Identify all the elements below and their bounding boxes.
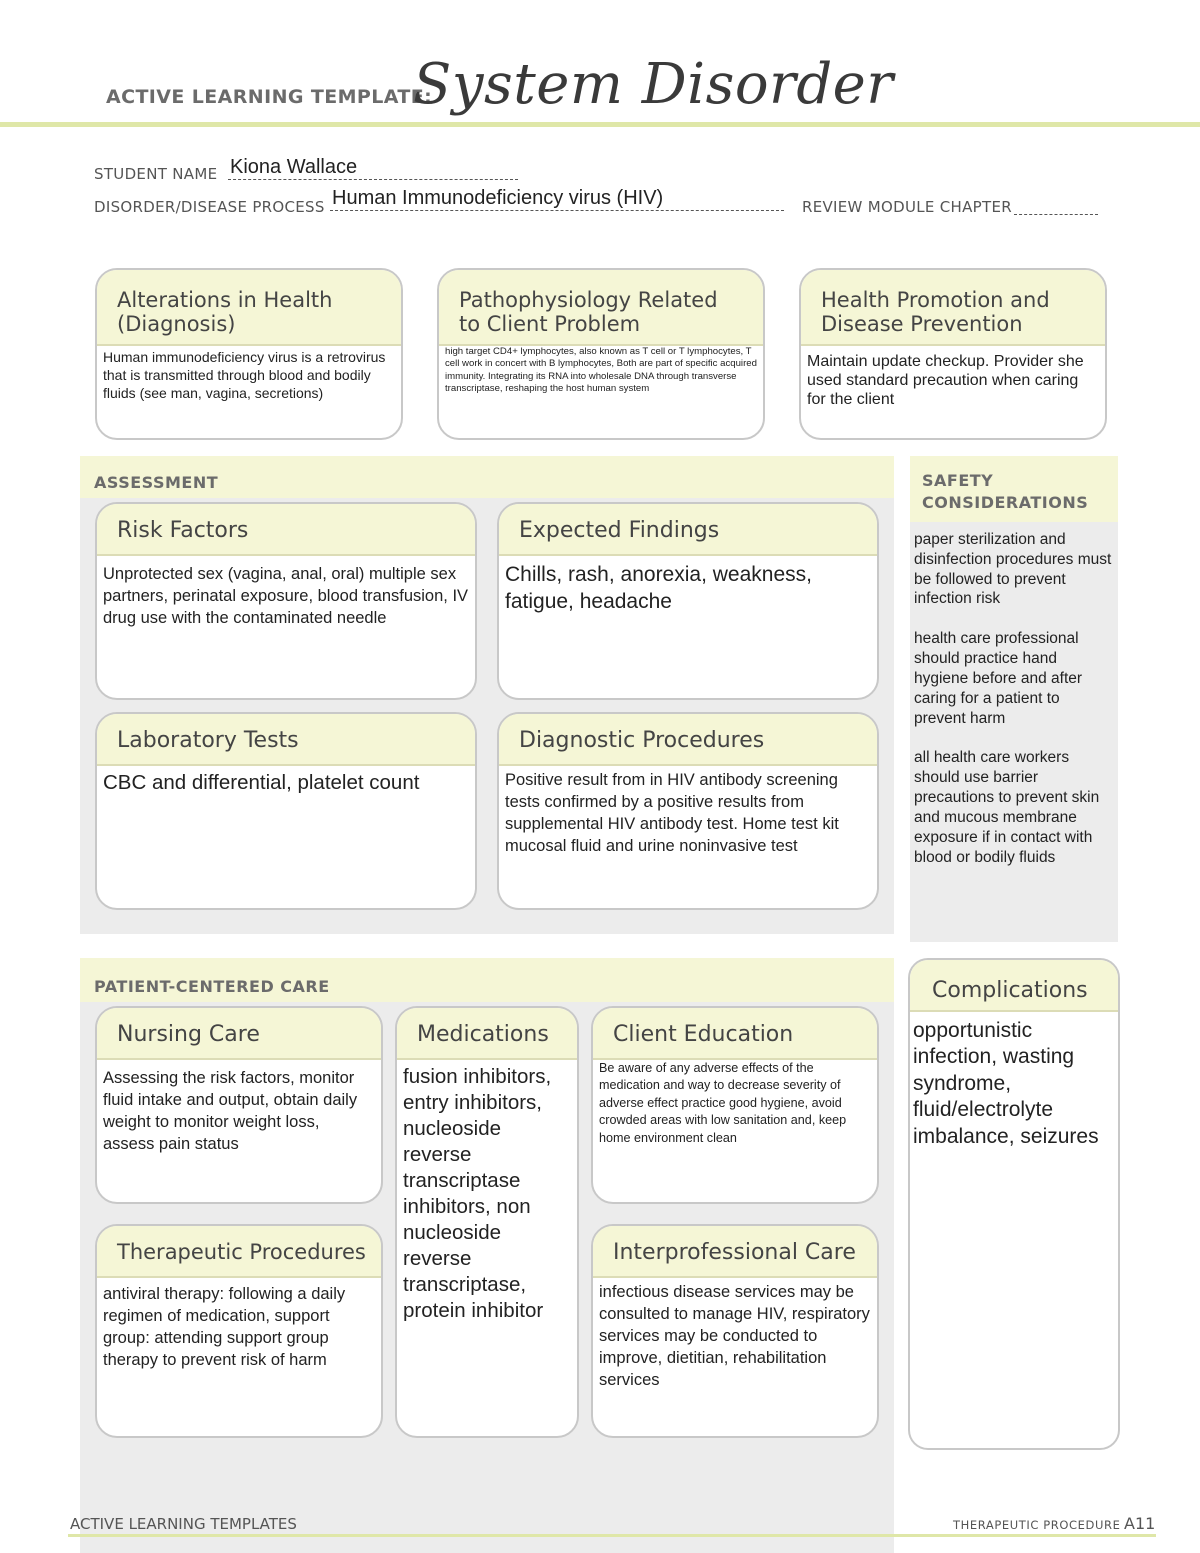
student-name-label: STUDENT NAME bbox=[94, 165, 218, 183]
interprofessional-care-card bbox=[591, 1224, 879, 1438]
diagnostic-procedures-body[interactable]: Positive result from in HIV antibody screening tests confirmed by a positive results from supplemental HIV antibody test. Home test kit mucosal fluid and urine noninvasive test bbox=[505, 771, 839, 855]
safety-item: all health care workers should use barrier precautions to prevent skin and mucous membrane exposure if in contact with blood or bodily fluids bbox=[914, 749, 1100, 866]
alterations-title: Alterations in Health (Diagnosis) bbox=[97, 270, 401, 346]
nursing-care-title: Nursing Care bbox=[97, 1008, 381, 1060]
risk-factors-title: Risk Factors bbox=[97, 504, 475, 556]
template-label: ACTIVE LEARNING TEMPLATE: bbox=[106, 86, 433, 108]
disorder-field[interactable]: Human Immunodeficiency virus (HIV) bbox=[330, 187, 784, 211]
client-education-title: Client Education bbox=[593, 1008, 877, 1060]
pathophysiology-card bbox=[437, 268, 765, 440]
complications-title: Complications bbox=[910, 960, 1118, 1012]
review-module-label: REVIEW MODULE CHAPTER bbox=[802, 198, 1012, 216]
safety-item: health care professional should practice hand hygiene before and after caring for a patient to prevent harm bbox=[914, 630, 1083, 727]
nursing-care-card bbox=[95, 1006, 383, 1204]
page-title: System Disorder bbox=[413, 52, 894, 117]
expected-findings-body[interactable]: Chills, rash, anorexia, weakness, fatigue, headache bbox=[505, 563, 812, 613]
interprofessional-care-body[interactable]: infectious disease services may be consulted to manage HIV, respiratory services may be conducted to improve, dietitian, rehabilitation services bbox=[599, 1283, 870, 1389]
footer-left: ACTIVE LEARNING TEMPLATES bbox=[70, 1515, 297, 1533]
health-promotion-body[interactable]: Maintain update checkup. Provider she used standard precaution when caring for the client bbox=[807, 353, 1084, 409]
safety-item: paper sterilization and disinfection procedures must be followed to prevent infection risk bbox=[914, 531, 1112, 608]
disorder-label: DISORDER/DISEASE PROCESS bbox=[94, 198, 325, 216]
laboratory-tests-title: Laboratory Tests bbox=[97, 714, 475, 766]
health-promotion-card bbox=[799, 268, 1107, 440]
patient-centered-heading: PATIENT-CENTERED CARE bbox=[94, 977, 330, 996]
client-education-card bbox=[591, 1006, 879, 1204]
complications-card bbox=[908, 958, 1120, 1450]
expected-findings-title: Expected Findings bbox=[499, 504, 877, 556]
alterations-card bbox=[95, 268, 403, 440]
nursing-care-body[interactable]: Assessing the risk factors, monitor fluid intake and output, obtain daily weight to monitor weight loss, assess pain status bbox=[103, 1069, 358, 1153]
alterations-body[interactable]: Human immunodeficiency virus is a retrovirus that is transmitted through blood and bodily fluids (see man, vagina, secretions) bbox=[103, 349, 386, 402]
laboratory-tests-body[interactable]: CBC and differential, platelet count bbox=[103, 771, 420, 794]
diagnostic-procedures-card bbox=[497, 712, 879, 910]
risk-factors-body[interactable]: Unprotected sex (vagina, anal, oral) multiple sex partners, perinatal exposure, blood transfusion, IV drug use with the contaminated needle bbox=[103, 565, 469, 627]
health-promotion-title: Health Promotion and Disease Prevention bbox=[801, 270, 1105, 346]
client-education-body[interactable]: Be aware of any adverse effects of the medication and way to decrease severity of adverse effect practice good hygiene, avoid crowded areas with low sanitation and, keep home environment clean bbox=[599, 1061, 847, 1145]
medications-title: Medications bbox=[397, 1008, 577, 1060]
safety-considerations-body[interactable] bbox=[910, 522, 1118, 942]
medications-body[interactable]: fusion inhibitors, entry inhibitors, nucleoside reverse transcriptase inhibitors, non nucleoside reverse transcriptase, protein inhibitor bbox=[403, 1065, 552, 1323]
therapeutic-procedures-title: Therapeutic Procedures bbox=[97, 1226, 381, 1278]
laboratory-tests-card bbox=[95, 712, 477, 910]
safety-heading: SAFETY CONSIDERATIONS bbox=[910, 456, 1118, 522]
footer-section-label: THERAPEUTIC PROCEDURE bbox=[953, 1518, 1121, 1532]
risk-factors-card bbox=[95, 502, 477, 700]
interprofessional-care-title: Interprofessional Care bbox=[593, 1226, 877, 1278]
header-divider bbox=[0, 122, 1200, 127]
assessment-heading: ASSESSMENT bbox=[94, 473, 219, 492]
student-name-field[interactable]: Kiona Wallace bbox=[228, 156, 518, 180]
medications-card bbox=[395, 1006, 579, 1438]
footer-divider bbox=[68, 1534, 1156, 1537]
footer-page-number: A11 bbox=[1124, 1514, 1156, 1533]
therapeutic-procedures-card bbox=[95, 1224, 383, 1438]
complications-body[interactable]: opportunistic infection, wasting syndrome, fluid/electrolyte imbalance, seizures bbox=[913, 1019, 1099, 1148]
expected-findings-card bbox=[497, 502, 879, 700]
pathophysiology-body[interactable]: high target CD4+ lymphocytes, also known as T cell or T lymphocytes, T cell work in concert with B lymphocytes, Both are part of specific acquired immunity. Integrating its RNA into wholesale DNA through transverse transcriptase, reshaping the host human system bbox=[445, 346, 757, 395]
therapeutic-procedures-body[interactable]: antiviral therapy: following a daily regimen of medication, support group: attending support group therapy to prevent risk of harm bbox=[103, 1285, 346, 1369]
review-module-field[interactable] bbox=[1014, 193, 1098, 215]
pathophysiology-title: Pathophysiology Related to Client Problem bbox=[439, 270, 763, 346]
diagnostic-procedures-title: Diagnostic Procedures bbox=[499, 714, 877, 766]
